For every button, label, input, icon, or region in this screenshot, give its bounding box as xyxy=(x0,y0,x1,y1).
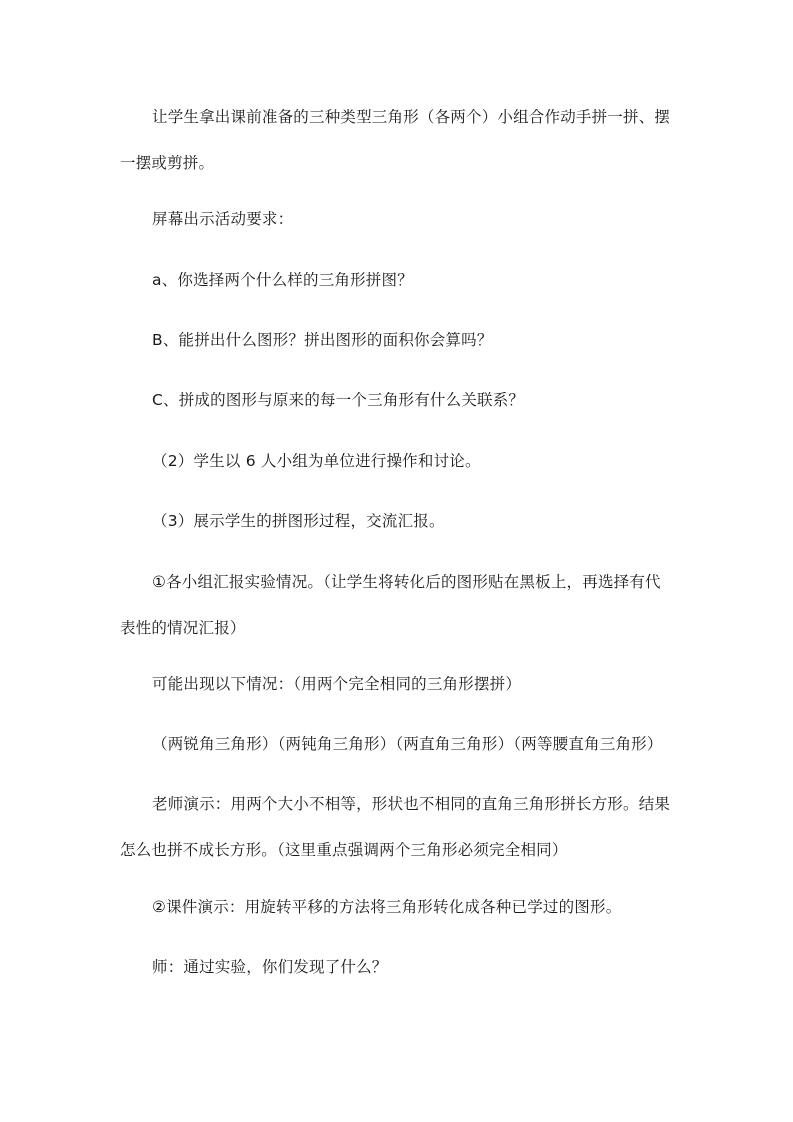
paragraph-line: 表性的情况汇报） xyxy=(120,619,246,637)
paragraph-line: ②课件演示：用旋转平移的方法将三角形转化成各种已学过的图形。 xyxy=(152,898,622,916)
paragraph-line: 师：通过实验，你们发现了什么？ xyxy=(152,958,388,976)
paragraph-1 xyxy=(120,94,670,186)
paragraph-8 xyxy=(120,559,661,651)
paragraph-line: 一摆或剪拼。 xyxy=(120,154,215,172)
paragraph-line: ①各小组汇报实验情况。（让学生将转化后的图形贴在黑板上，再选择有代 xyxy=(152,573,661,591)
paragraph-13 xyxy=(120,944,388,990)
paragraph-line: 可能出现以下情况：（用两个完全相同的三角形摆拼） xyxy=(152,675,522,693)
paragraph-line: B、能拼出什么图形？拼出图形的面积你会算吗？ xyxy=(152,331,493,349)
paragraph-7 xyxy=(120,498,445,544)
paragraph-line: （两锐角三角形）（两钝角三角形）（两直角三角形）（两等腰直角三角形） xyxy=(152,735,663,753)
paragraph-11 xyxy=(120,781,670,873)
paragraph-2 xyxy=(120,196,293,242)
paragraph-9 xyxy=(120,661,521,707)
paragraph-line: 怎么也拼不成长方形。（这里重点强调两个三角形必须完全相同） xyxy=(120,841,568,859)
paragraph-line: 老师演示：用两个大小不相等，形状也不相同的直角三角形拼长方形。结果 xyxy=(152,795,671,813)
paragraph-3 xyxy=(120,257,413,303)
paragraph-12 xyxy=(120,884,621,930)
paragraph-line: a、你选择两个什么样的三角形拼图？ xyxy=(152,271,413,289)
paragraph-6 xyxy=(120,438,481,484)
paragraph-4 xyxy=(120,317,493,363)
paragraph-5 xyxy=(120,377,524,423)
paragraph-line: （2）学生以 6 人小组为单位进行操作和讨论。 xyxy=(152,452,481,470)
paragraph-10 xyxy=(120,721,663,767)
paragraph-line: 让学生拿出课前准备的三种类型三角形（各两个）小组合作动手拼一拼、摆 xyxy=(152,108,671,126)
paragraph-line: 屏幕出示活动要求： xyxy=(152,210,294,228)
paragraph-line: （3）展示学生的拼图形过程，交流汇报。 xyxy=(152,512,445,530)
paragraph-line: C、拼成的图形与原来的每一个三角形有什么关联系？ xyxy=(152,391,525,409)
